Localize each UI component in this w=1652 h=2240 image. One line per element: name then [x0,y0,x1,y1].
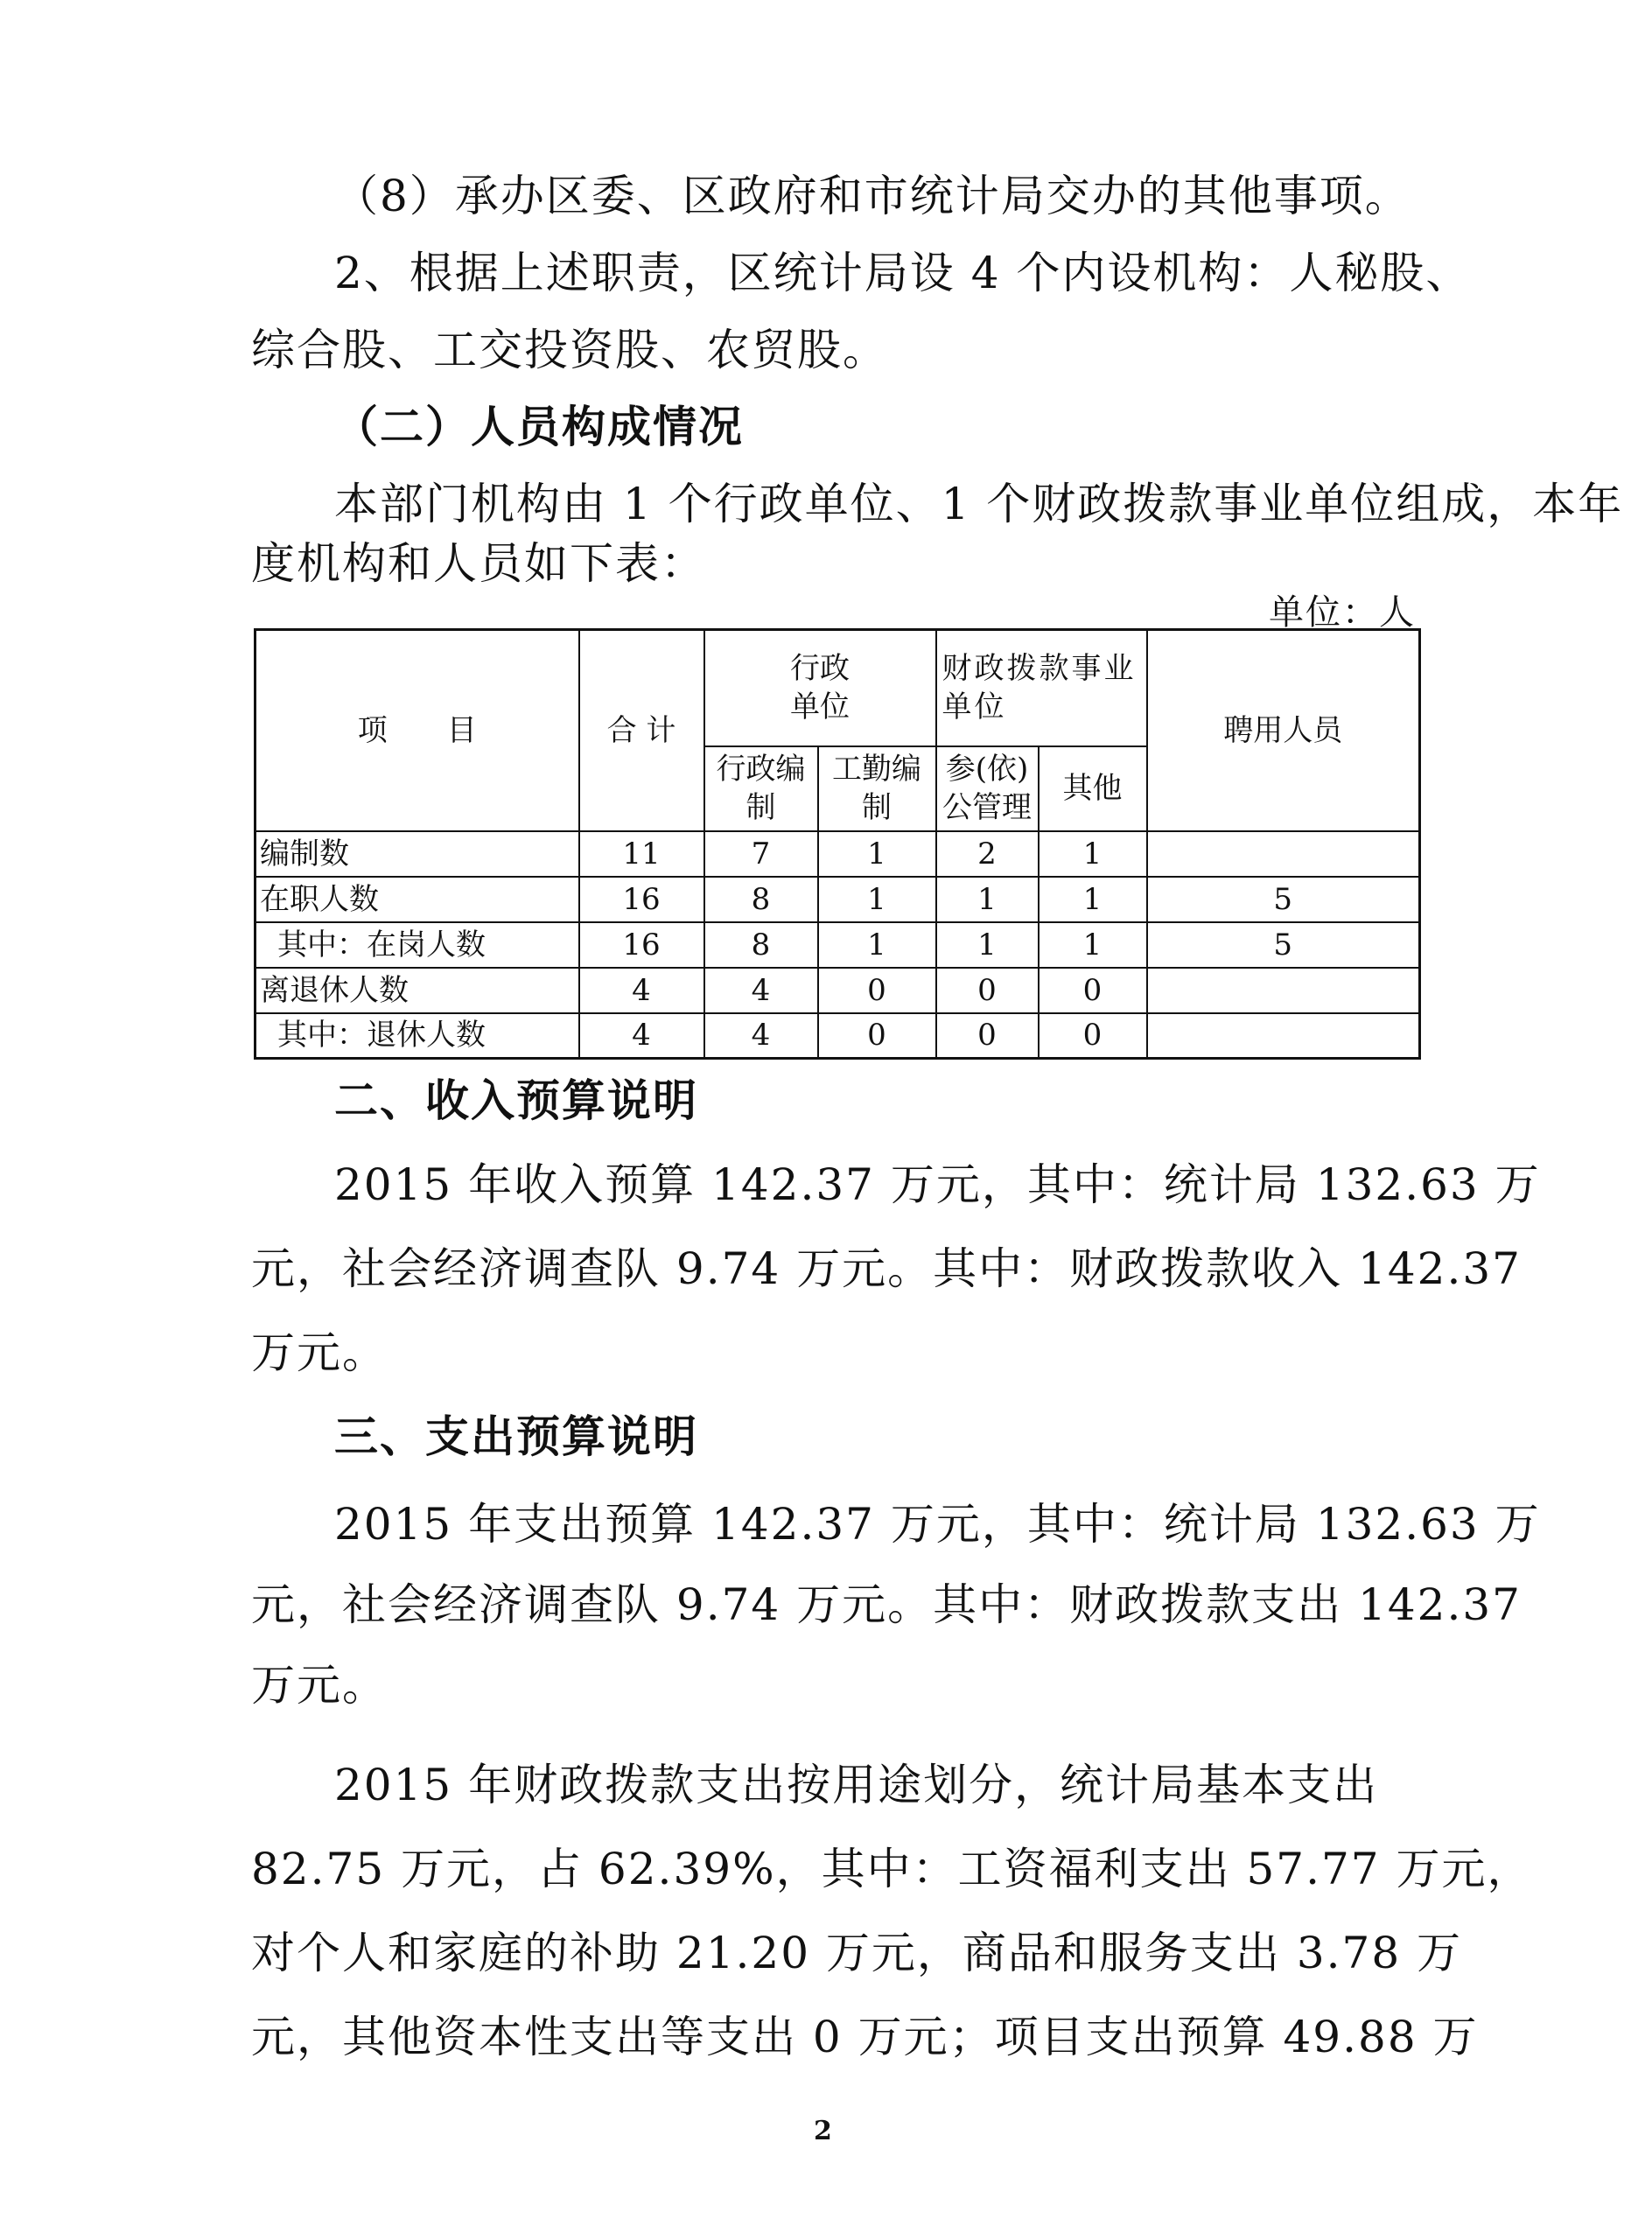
cell-civil-servant-mgmt: 2 [936,831,1039,877]
table-unit-label: 单位：人 [1269,592,1416,633]
header-fiscal-unit: 财政拨款事业 单位 [936,630,1147,746]
cell-total: 16 [579,877,704,922]
text-line-10: 万元。 [251,1327,388,1378]
cell-hired [1147,968,1420,1013]
row-label: 离退休人数 [256,968,579,1013]
cell-admin-staff: 8 [704,922,818,968]
text-line-8: 2015 年收入预算 142.37 万元，其中：统计局 132.63 万 [334,1159,1541,1210]
header-admin-unit: 行政 单位 [704,630,936,746]
cell-civil-servant-mgmt: 0 [936,968,1039,1013]
table-row [256,968,1420,1013]
row-label: 其中：退休人数 [256,1013,579,1059]
section-heading-staff: （二）人员构成情况 [334,401,744,452]
header-hired: 聘用人员 [1147,630,1420,831]
header-item: 项 目 [256,630,579,831]
text-line-3: 综合股、工交投资股、农贸股。 [251,325,888,375]
cell-civil-servant-mgmt: 0 [936,1013,1039,1059]
cell-service-staff: 1 [818,831,936,877]
cell-admin-staff: 4 [704,968,818,1013]
text-line-13: 元，社会经济调查队 9.74 万元。其中：财政拨款支出 142.37 [251,1579,1522,1630]
cell-admin-staff: 4 [704,1013,818,1059]
cell-service-staff: 1 [818,922,936,968]
row-label: 在职人数 [256,877,579,922]
cell-service-staff: 0 [818,968,936,1013]
cell-other: 1 [1039,831,1147,877]
section-heading-expenditure: 三、支出预算说明 [334,1410,698,1462]
table-row [256,1013,1420,1059]
row-label: 其中：在岗人数 [256,922,579,968]
cell-other: 1 [1039,877,1147,922]
text-line-5: 本部门机构由 1 个行政单位、1 个财政拨款事业单位组成，本年 [334,479,1624,529]
header-total: 合 计 [579,630,704,831]
cell-other: 0 [1039,968,1147,1013]
cell-service-staff: 1 [818,877,936,922]
cell-service-staff: 0 [818,1013,936,1059]
cell-hired: 5 [1147,922,1420,968]
text-line-9: 元，社会经济调查队 9.74 万元。其中：财政拨款收入 142.37 [251,1243,1522,1294]
cell-other: 1 [1039,922,1147,968]
cell-civil-servant-mgmt: 1 [936,922,1039,968]
header-service-staff: 工勤编 制 [818,746,936,831]
row-label: 编制数 [256,831,579,877]
section-heading-income: 二、收入预算说明 [334,1074,698,1126]
text-line-18: 元，其他资本性支出等支出 0 万元；项目支出预算 49.88 万 [251,2012,1479,2062]
cell-total: 11 [579,831,704,877]
cell-hired [1147,1013,1420,1059]
header-civil-servant-mgmt: 参(依) 公管理 [936,746,1039,831]
cell-hired [1147,831,1420,877]
table-row [256,877,1420,922]
text-line-14: 万元。 [251,1660,388,1711]
text-line-1: （8）承办区委、区政府和市统计局交办的其他事项。 [334,171,1410,221]
table-row [256,922,1420,968]
text-line-6: 度机构和人员如下表： [251,538,706,589]
cell-total: 16 [579,922,704,968]
staff-table [254,628,1421,1060]
table-row [256,831,1420,877]
text-line-2: 2、根据上述职责，区统计局设 4 个内设机构：人秘股、 [334,248,1472,298]
text-line-17: 对个人和家庭的补助 21.20 万元，商品和服务支出 3.78 万 [251,1928,1463,1978]
header-other: 其他 [1039,746,1147,831]
cell-admin-staff: 7 [704,831,818,877]
text-line-15: 2015 年财政拨款支出按用途划分，统计局基本支出 [334,1760,1379,1810]
cell-admin-staff: 8 [704,877,818,922]
header-admin-staff: 行政编 制 [704,746,818,831]
cell-total: 4 [579,1013,704,1059]
text-line-16: 82.75 万元，占 62.39%，其中：工资福利支出 57.77 万元， [251,1844,1533,1894]
text-line-12: 2015 年支出预算 142.37 万元，其中：统计局 132.63 万 [334,1499,1541,1550]
cell-hired: 5 [1147,877,1420,922]
cell-civil-servant-mgmt: 1 [936,877,1039,922]
page-number: 2 [814,2116,832,2146]
cell-other: 0 [1039,1013,1147,1059]
cell-total: 4 [579,968,704,1013]
